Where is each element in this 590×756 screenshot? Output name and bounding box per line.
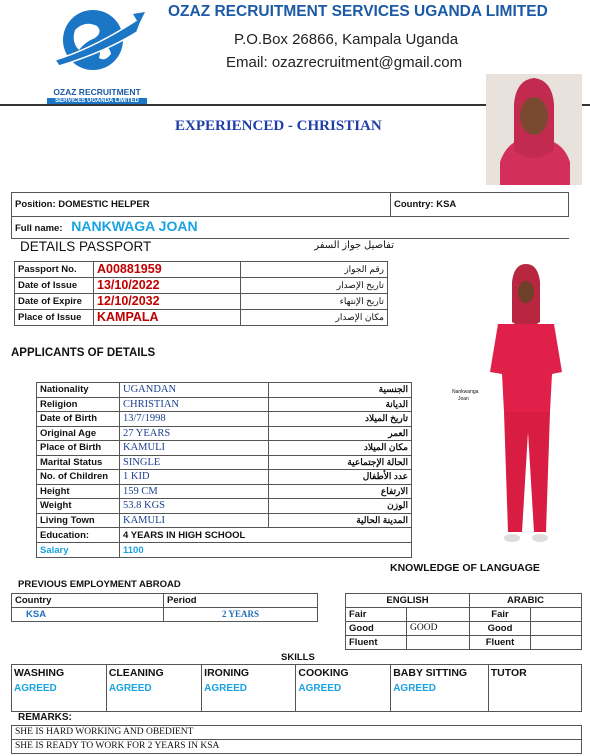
detail-row [37, 499, 412, 514]
detail-row [37, 383, 412, 398]
detail-label-ar: مكان الميلاد [269, 441, 412, 456]
skill-name: BABY SITTING [393, 667, 468, 679]
lang-arabic-value [531, 636, 582, 650]
remark-line: SHE IS READY TO WORK FOR 2 YEARS IN KSA [12, 740, 582, 754]
detail-row [37, 426, 412, 441]
skill-cell [391, 665, 489, 712]
company-address: P.O.Box 26866, Kampala Uganda [234, 31, 459, 48]
detail-label: Place of Birth [37, 441, 120, 456]
skill-cell [12, 665, 107, 712]
detail-label: Nationality [37, 383, 120, 398]
lang-english-value: GOOD [407, 622, 470, 636]
detail-row [37, 412, 412, 427]
globe-logo-icon [45, 2, 149, 82]
lang-level-english: Good [346, 622, 407, 636]
salary-label: Salary [37, 543, 120, 558]
passport-value: 13/10/2022 [94, 278, 241, 294]
detail-row [37, 455, 412, 470]
passport-label: Date of Expire [15, 294, 94, 310]
lang-col-arabic: ARABIC [470, 594, 582, 608]
language-heading: KNOWLEDGE OF LANGUAGE [390, 562, 540, 574]
detail-label-ar: الديانة [269, 397, 412, 412]
lang-level-arabic: Fair [470, 608, 531, 622]
skill-value: AGREED [393, 683, 436, 694]
detail-label-ar: تاريخ الميلاد [269, 412, 412, 427]
photo-caption-2: Joan [458, 396, 469, 402]
detail-row [37, 513, 412, 528]
detail-row [37, 441, 412, 456]
prev-employment-table [11, 593, 318, 622]
logo-line-1: OZAZ RECRUITMENT [53, 87, 141, 97]
country-cell: Country: KSA [391, 193, 569, 217]
lang-arabic-value [531, 622, 582, 636]
detail-value: CHRISTIAN [120, 397, 269, 412]
lang-english-value [407, 608, 470, 622]
skill-name: IRONING [204, 667, 250, 679]
detail-label-ar: الحالة الإجتماعية [269, 455, 412, 470]
passport-label-ar: تاريخ الإصدار [241, 278, 388, 294]
passport-row [15, 310, 388, 326]
passport-label-ar: مكان الإصدار [241, 310, 388, 326]
passport-heading: DETAILS PASSPORT [20, 239, 152, 254]
skill-name: WASHING [14, 667, 65, 679]
passport-value: KAMPALA [94, 310, 241, 326]
lang-level-arabic: Good [470, 622, 531, 636]
skill-value: AGREED [108, 683, 152, 694]
full-name-cell [12, 217, 569, 239]
salary-value: 1100 [120, 543, 412, 558]
skill-cell [488, 665, 581, 712]
detail-label-ar: المدينة الحالية [269, 513, 412, 528]
prev-country-value: KSA [12, 608, 164, 622]
prev-period-value: 2 YEARS [164, 608, 318, 622]
prev-employment-heading: PREVIOUS EMPLOYMENT ABROAD [18, 579, 181, 590]
education-label: Education: [37, 528, 120, 543]
headline: EXPERIENCED - CHRISTIAN [175, 118, 382, 134]
skill-name: COOKING [298, 667, 349, 679]
language-table [345, 593, 582, 650]
detail-label: Marital Status [37, 455, 120, 470]
details-table [36, 382, 412, 558]
detail-label: Living Town [37, 513, 120, 528]
remark-line: SHE IS HARD WORKING AND OBEDIENT [12, 726, 582, 740]
skill-name: TUTOR [490, 667, 527, 679]
language-row [346, 608, 582, 622]
detail-label-ar: الوزن [269, 499, 412, 514]
education-value: 4 YEARS IN HIGH SCHOOL [120, 528, 412, 543]
skills-table [11, 664, 582, 712]
passport-label: Date of Issue [15, 278, 94, 294]
company-name: OZAZ RECRUITMENT SERVICES UGANDA LIMITED [168, 3, 548, 20]
position-table [11, 192, 569, 239]
detail-label-ar: الجنسية [269, 383, 412, 398]
detail-label: Height [37, 484, 120, 499]
detail-label-ar: عدد الأطفال [269, 470, 412, 485]
full-name-value: NANKWAGA JOAN [71, 218, 198, 234]
detail-label: Original Age [37, 426, 120, 441]
skill-cell [296, 665, 391, 712]
full-body-photo [476, 262, 572, 546]
passport-row [15, 294, 388, 310]
portrait-photo [486, 74, 582, 185]
lang-level-arabic: Fluent [470, 636, 531, 650]
detail-value: KAMULI [120, 513, 269, 528]
detail-value: 53.8 KGS [120, 499, 269, 514]
passport-row [15, 262, 388, 278]
detail-label: Weight [37, 499, 120, 514]
skill-value: AGREED [298, 683, 342, 694]
passport-value: A00881959 [94, 262, 241, 278]
lang-arabic-value [531, 608, 582, 622]
logo-line-2: SERVICES UGANDA LIMITED [47, 98, 147, 104]
detail-value: 27 YEARS [120, 426, 269, 441]
remarks-table [11, 725, 582, 754]
detail-row [37, 397, 412, 412]
detail-label: Religion [37, 397, 120, 412]
skill-cell [106, 665, 201, 712]
passport-row [15, 278, 388, 294]
passport-table [14, 261, 388, 326]
remarks-heading: REMARKS: [18, 712, 72, 723]
detail-value: 159 CM [120, 484, 269, 499]
applicant-heading: APPLICANTS OF DETAILS [11, 347, 156, 359]
detail-row [37, 484, 412, 499]
language-row [346, 622, 582, 636]
lang-col-english: ENGLISH [346, 594, 470, 608]
full-name-label: Full name: [15, 223, 63, 234]
passport-value: 12/10/2032 [94, 294, 241, 310]
detail-label-ar: العمر [269, 426, 412, 441]
skill-cell [202, 665, 296, 712]
skills-heading: SKILLS [281, 652, 315, 663]
company-email: Email: ozazrecruitment@gmail.com [226, 54, 463, 71]
detail-value: KAMULI [120, 441, 269, 456]
passport-label-ar: رقم الجواز [241, 262, 388, 278]
skill-name: CLEANING [108, 667, 164, 679]
detail-label: Date of Birth [37, 412, 120, 427]
passport-heading-ar: تفاصيل جواز السفر [314, 240, 394, 251]
company-logo [45, 2, 149, 104]
lang-english-value [407, 636, 470, 650]
prev-col-country: Country [12, 594, 164, 608]
detail-value: SINGLE [120, 455, 269, 470]
lang-level-english: Fair [346, 608, 407, 622]
photo-caption-1: Nankwanga [452, 389, 479, 395]
detail-value: 13/7/1998 [120, 412, 269, 427]
skill-value: AGREED [204, 683, 247, 694]
detail-label: No. of Children [37, 470, 120, 485]
prev-col-period: Period [164, 594, 318, 608]
detail-value: 1 KID [120, 470, 269, 485]
skill-value: AGREED [14, 683, 57, 694]
lang-level-english: Fluent [346, 636, 407, 650]
detail-label-ar: الارتفاع [269, 484, 412, 499]
language-row [346, 636, 582, 650]
passport-label-ar: تاريخ الإنتهاء [241, 294, 388, 310]
passport-label: Passport No. [15, 262, 94, 278]
position-cell: Position: DOMESTIC HELPER [12, 193, 391, 217]
detail-value: UGANDAN [120, 383, 269, 398]
detail-row [37, 470, 412, 485]
passport-label: Place of Issue [15, 310, 94, 326]
